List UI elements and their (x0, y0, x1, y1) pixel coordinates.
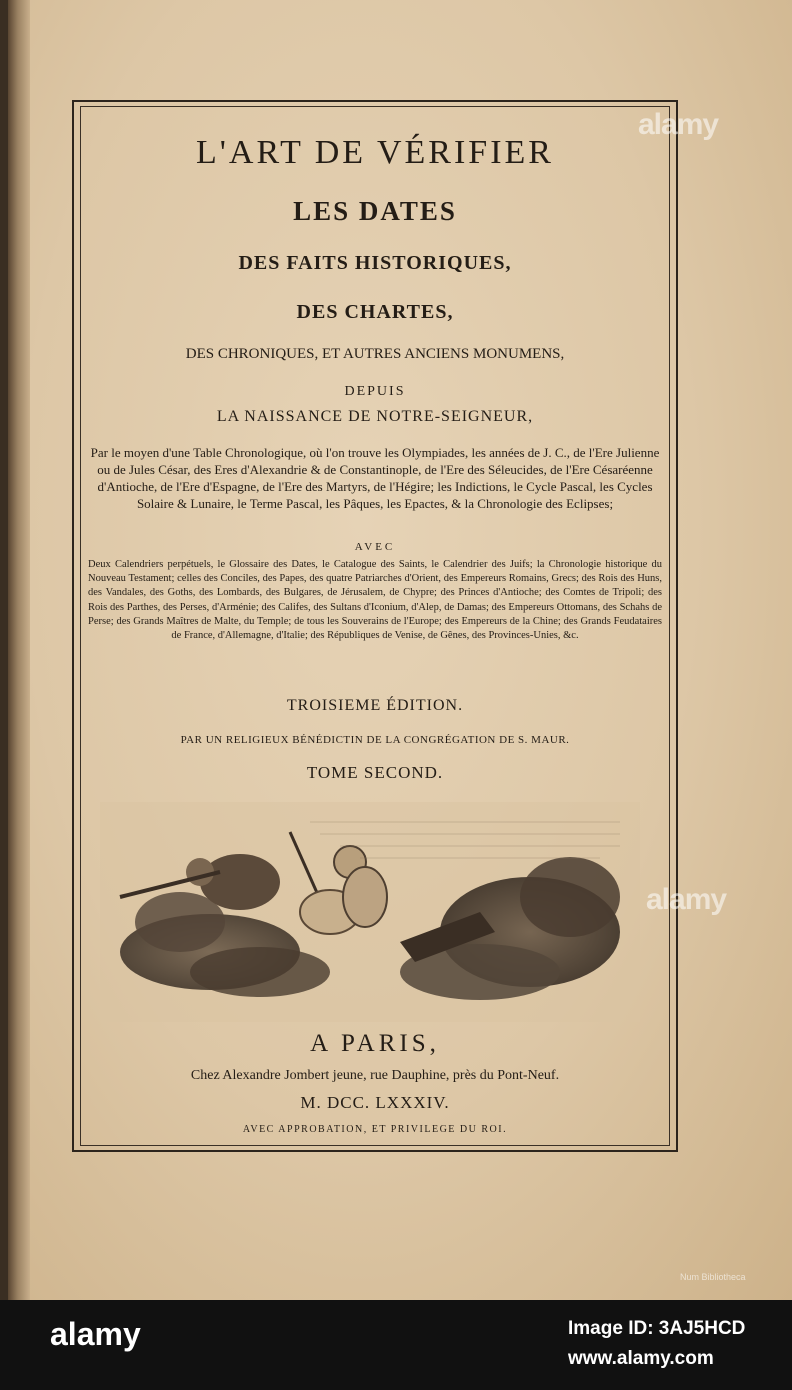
description-paragraph: Par le moyen d'une Table Chronologique, où l'on trouve les Olympiades, les années de J. C., de l'Ere Julienne ou de Jules César, des Eres d'Alexandrie & de Constantinople, de l'Ere des Séleucides, de l'Ere Césaréenne d'Antioche, de l'Ere d'Espagne, de l'Ere des Martyrs, de l'Hégire; les Indictions, le Cycle Pascal, les Cycles Solaire & Lunaire, le Terme Pascal, les Pâques, les Epactes, & la Chronologie des Eclipses; (90, 445, 660, 511)
site-url-link[interactable]: www.alamy.com (568, 1348, 714, 1369)
privilege-line: AVEC APPROBATION, ET PRIVILEGE DU ROI. (242, 1124, 508, 1135)
author-line: PAR UN RELIGIEUX BÉNÉDICTIN DE LA CONGRÉGATION DE S. MAUR. (180, 734, 570, 746)
title-line-3: DES FAITS HISTORIQUES, (238, 252, 512, 274)
title-line-6: DEPUIS (344, 384, 406, 399)
title-line-2: LES DATES (293, 196, 457, 226)
title-line-1: L'ART DE VÉRIFIER (196, 134, 554, 171)
alamy-watermark-1: alamy (638, 108, 719, 141)
corner-watermark: Num Bibliotheca (680, 1272, 746, 1282)
publication-year: M. DCC. LXXXIV. (300, 1093, 450, 1112)
edition-line: TROISIEME ÉDITION. (286, 697, 464, 714)
title-line-7: LA NAISSANCE DE NOTRE-SEIGNEUR, (216, 408, 534, 425)
tome-line: TOME SECOND. (306, 763, 444, 782)
title-line-5: DES CHRONIQUES, ET AUTRES ANCIENS MONUMENS, (185, 346, 565, 362)
publisher-line: Chez Alexandre Jombert jeune, rue Dauphine, près du Pont-Neuf. (190, 1068, 560, 1083)
title-line-4: DES CHARTES, (296, 301, 454, 323)
book-spine (8, 0, 30, 1300)
alamy-logo[interactable]: alamy (50, 1316, 141, 1352)
image-id-label: Image ID: 3AJ5HCD (568, 1318, 746, 1339)
title-content (84, 108, 666, 1138)
alamy-watermark-2: alamy (646, 883, 727, 916)
publication-place: A PARIS, (310, 1030, 440, 1057)
contents-paragraph: Deux Calendriers perpétuels, le Glossaire des Dates, le Catalogue des Saints, le Calendrier des Juifs; la Chronologie historique du Nouveau Testament; celles des Conciles, des Papes, des quatre Patriarches d'Orient, des Empereurs Romains, Grecs; des Rois des Huns, des Vandales, des Goths, des Lombards, des Bulgares, de Jérusalem, de Chypre; des Princes d'Antioche; des Comtes de Tripoli; des Rois des Parthes, des Perses, d'Arménie; des Califes, des Sultans d'Iconium, d'Alep, de Damas; des Empereurs Ottomans, des Schahs de Perse; des Grands Maîtres de Malte, du Temple; de tous les Souverains de l'Europe; des Empereurs de la Chine; des Grands Feudataires de France, d'Allemagne, d'Italie; des Républiques de Venise, de Gênes, des Provinces-Unies, &c. (88, 559, 662, 642)
engraved-vignette (100, 802, 640, 1022)
avec-label: AVEC (354, 541, 396, 553)
